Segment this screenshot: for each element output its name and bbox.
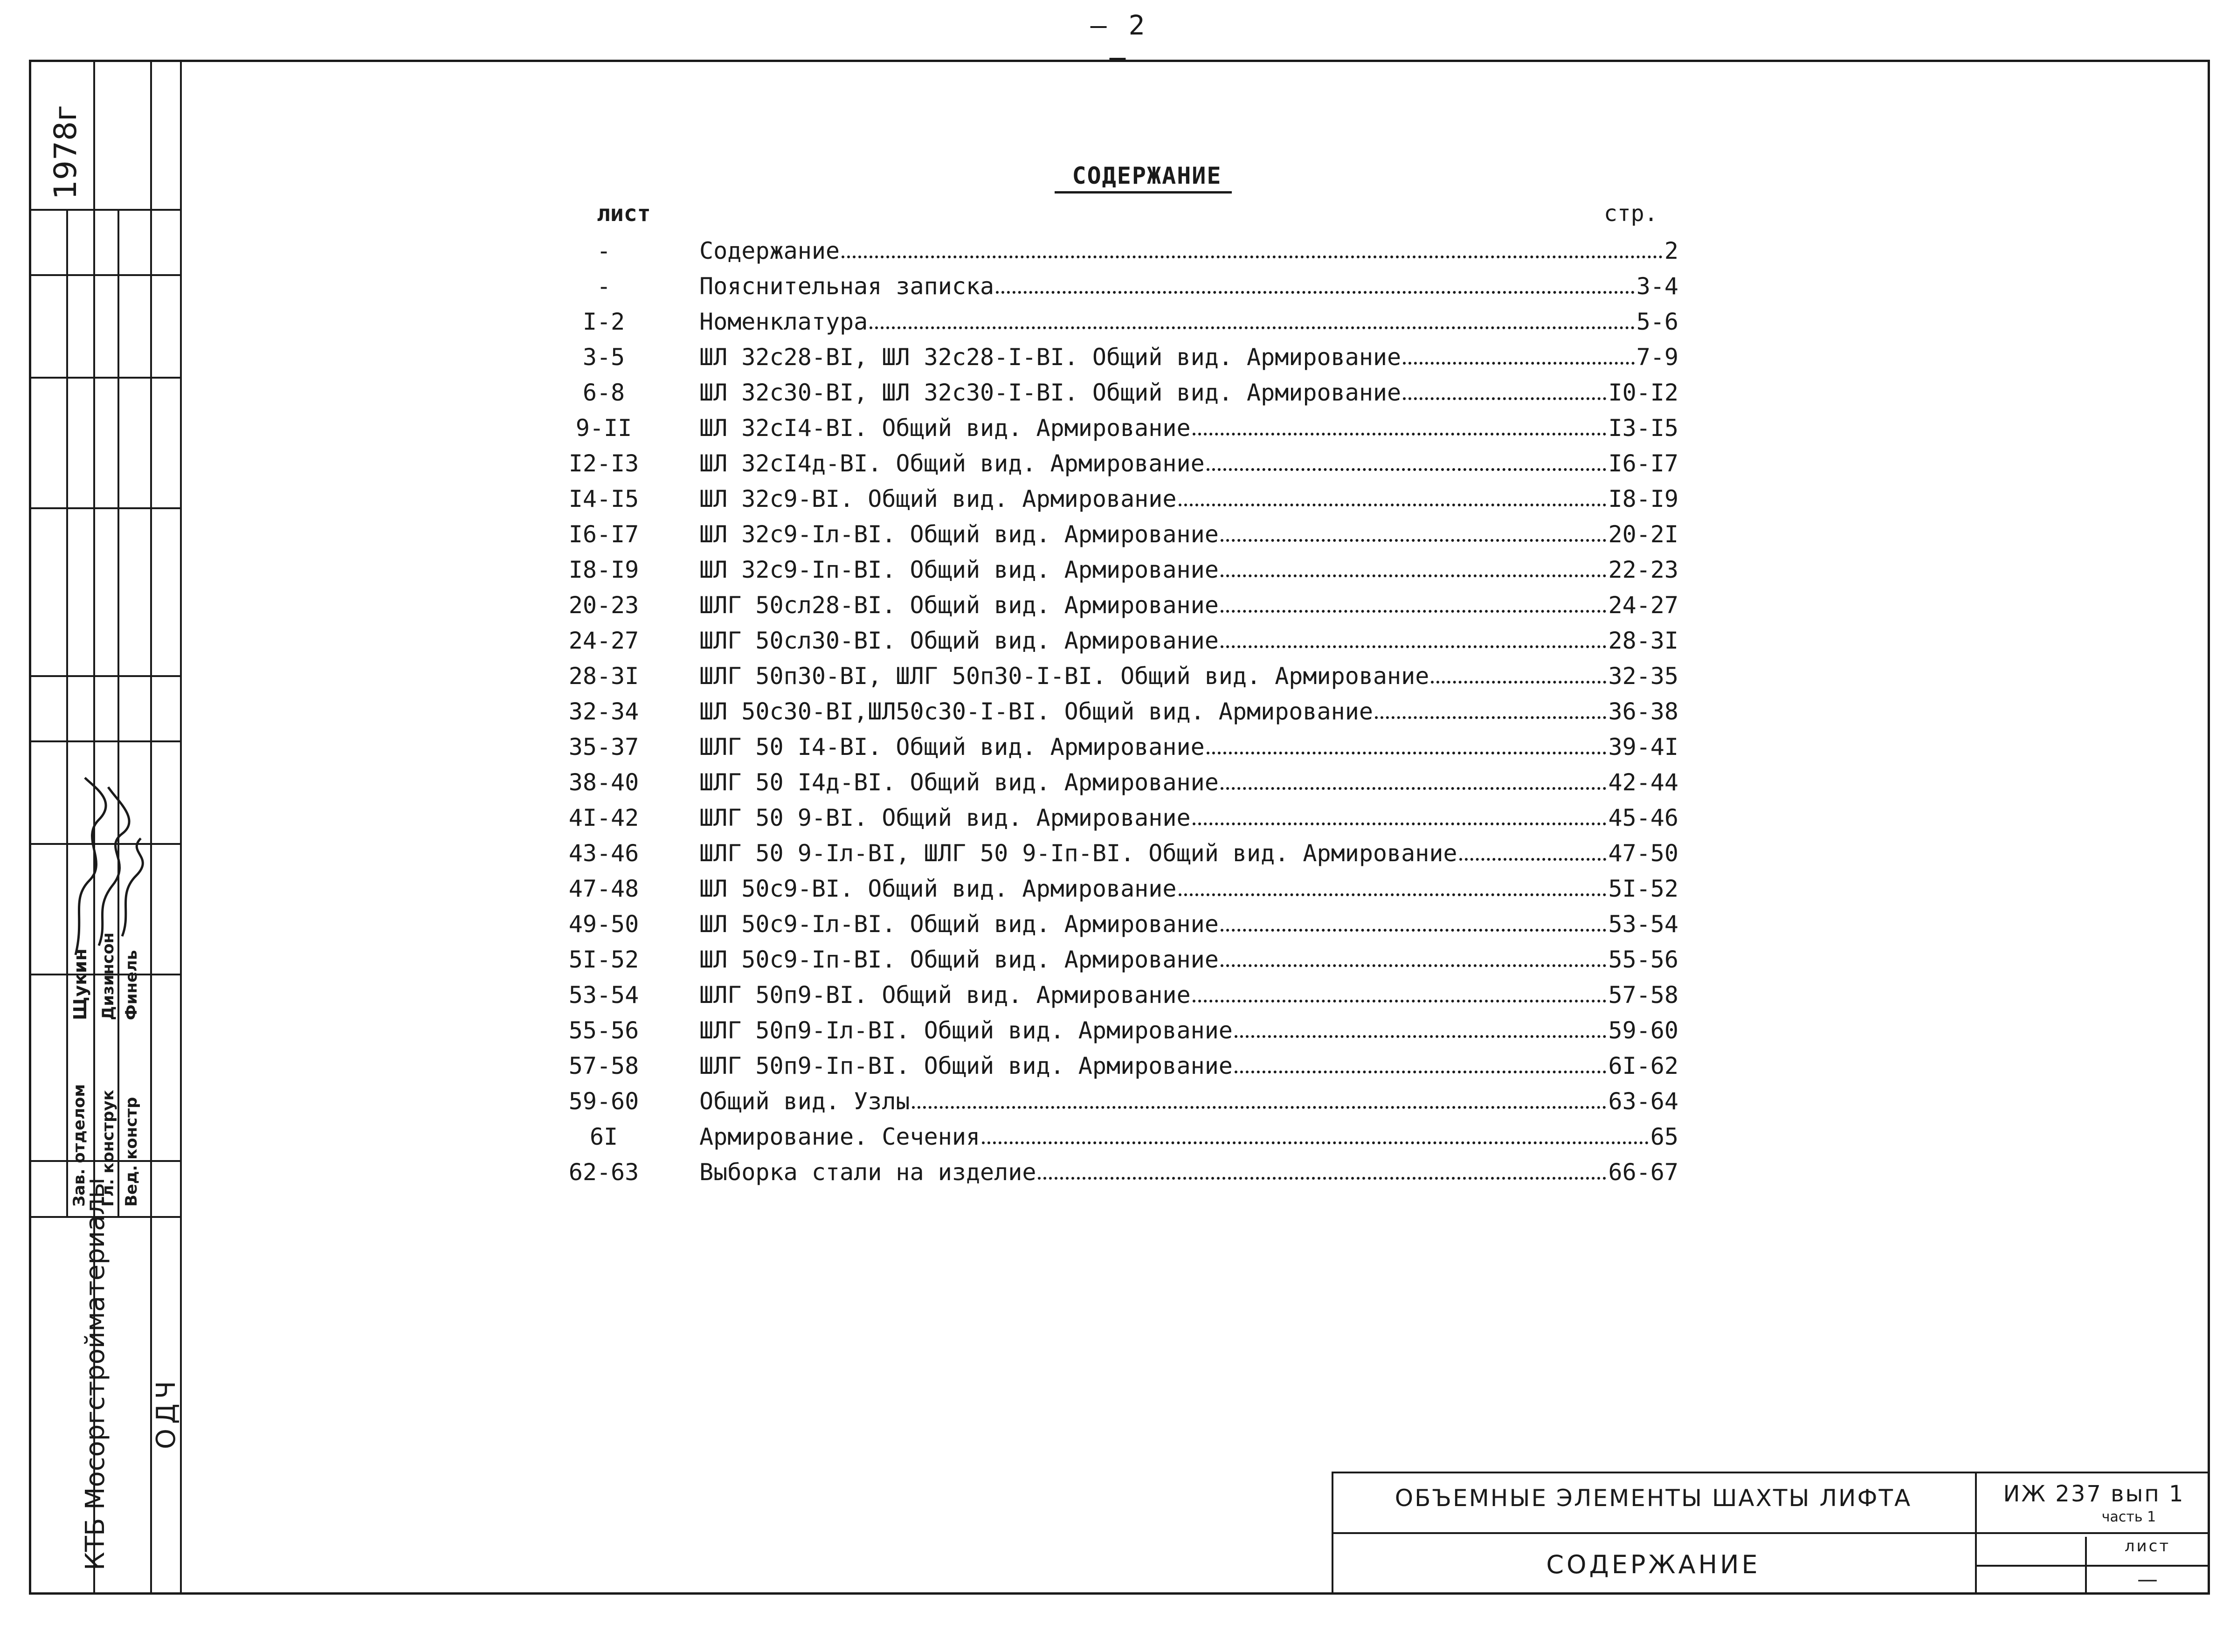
toc-row <box>550 836 1678 871</box>
toc-row-pages: 3-4 <box>1636 273 1678 300</box>
toc-row <box>550 942 1678 977</box>
toc-row-desc <box>699 623 1678 658</box>
toc-row <box>550 517 1678 552</box>
toc-row-pages: 28-3I <box>1608 627 1678 654</box>
title-block-part: часть 1 <box>2101 1509 2156 1525</box>
strip-row-line <box>29 209 182 211</box>
toc-row-leader <box>1221 964 1607 967</box>
toc-row-leader <box>1179 504 1607 506</box>
toc-row-pages: 63-64 <box>1608 1088 1678 1115</box>
toc-row-leader <box>1459 858 1607 861</box>
toc-row-leader <box>842 256 1663 258</box>
toc-row-desc <box>699 694 1678 729</box>
toc-col-sheet: лист <box>597 200 651 227</box>
toc-row-title: Армирование. Сечения <box>699 1123 980 1150</box>
toc-row-sheet: 24-27 <box>568 627 639 654</box>
toc-row <box>550 269 1678 304</box>
title-block <box>1332 1472 2210 1595</box>
strip-divider <box>150 60 152 1595</box>
toc-row <box>550 481 1678 517</box>
toc-row <box>550 1119 1678 1154</box>
toc-row-desc <box>699 1013 1678 1048</box>
stamp-name-head: Щукин <box>70 948 90 1020</box>
strip-divider <box>180 60 182 1595</box>
toc-row-title: ШЛ 32сI4д-ВI. Общий вид. Армирование <box>699 450 1205 477</box>
toc-row-sheet: 57-58 <box>568 1052 639 1079</box>
toc-row-title: ШЛ 32с28-ВI, ШЛ 32с28-I-ВI. Общий вид. Армирование <box>699 344 1402 371</box>
title-block-sheet-value: — <box>2137 1568 2158 1591</box>
toc-row <box>550 1084 1678 1119</box>
strip-divider <box>66 209 68 1216</box>
toc-row-title: ШЛ 50с9-ВI. Общий вид. Армирование <box>699 875 1177 902</box>
toc-row-sheet: I6-I7 <box>568 521 639 548</box>
toc-row-pages: 7-9 <box>1636 344 1678 371</box>
toc-row-title: ШЛГ 50 9-Iл-ВI, ШЛГ 50 9-Iп-ВI. Общий вид. Армирование <box>699 840 1457 867</box>
toc-row-desc <box>699 269 1678 304</box>
toc-row-desc <box>699 481 1678 517</box>
toc-row-pages: 20-2I <box>1608 521 1678 548</box>
toc-row-leader <box>1193 433 1607 435</box>
toc-row-desc <box>699 836 1678 871</box>
toc-row-title: Номенклатура <box>699 308 868 335</box>
toc-row-title: ШЛГ 50 9-ВI. Общий вид. Армирование <box>699 804 1191 831</box>
toc-row-sheet: 20-23 <box>568 592 639 619</box>
toc-row-leader <box>1221 539 1607 542</box>
strip-row-line <box>29 675 182 677</box>
toc-row-pages: 47-50 <box>1608 840 1678 867</box>
toc-row-sheet: 6-8 <box>582 379 625 406</box>
toc-row <box>550 871 1678 906</box>
toc-row-title: ШЛГ 50 I4-ВI. Общий вид. Армирование <box>699 733 1205 760</box>
toc-row-sheet: - <box>596 237 611 264</box>
toc-row-desc <box>699 446 1678 481</box>
toc-row-pages: 45-46 <box>1608 804 1678 831</box>
toc-row-sheet: 9-II <box>575 415 632 442</box>
toc-row-title: ШЛ 32с9-Iл-ВI. Общий вид. Армирование <box>699 521 1219 548</box>
toc-row-title: ШЛ 32сI4-ВI. Общий вид. Армирование <box>699 415 1191 442</box>
stamp-organization: КТБ Мосоргстройматериалы <box>80 1177 110 1570</box>
toc-row-leader <box>982 1141 1649 1144</box>
toc-row-desc <box>699 1048 1678 1084</box>
toc-row-sheet: 5I-52 <box>568 946 639 973</box>
toc-row-leader <box>1235 1071 1607 1073</box>
title-block-sheet-title: СОДЕРЖАНИЕ <box>1546 1550 1761 1579</box>
toc-row-leader <box>996 291 1635 294</box>
toc-row-sheet: 4I-42 <box>568 804 639 831</box>
toc-row-desc <box>699 906 1678 942</box>
toc-row-title: ШЛ 50с30-ВI,ШЛ50с30-I-ВI. Общий вид. Армирование <box>699 698 1373 725</box>
toc-row-pages: 32-35 <box>1608 663 1678 690</box>
toc-row <box>550 977 1678 1013</box>
toc-row-leader <box>1193 823 1607 825</box>
toc-row-sheet: 62-63 <box>568 1159 639 1186</box>
toc-row-desc <box>699 588 1678 623</box>
toc-row-sheet: 53-54 <box>568 982 639 1009</box>
toc-row-leader <box>1221 929 1607 932</box>
signature-icon <box>66 768 150 964</box>
toc-row-pages: 5-6 <box>1636 308 1678 335</box>
toc-row-sheet: 43-46 <box>568 840 639 867</box>
toc-row-title: ШЛ 32с9-Iп-ВI. Общий вид. Армирование <box>699 556 1219 583</box>
toc-row-title: Общий вид. Узлы <box>699 1088 910 1115</box>
toc-row-desc <box>699 800 1678 836</box>
toc-row-pages: 24-27 <box>1608 592 1678 619</box>
stamp-position-head: Зав. отделом <box>70 1084 89 1207</box>
strip-row-line <box>29 377 182 379</box>
toc-row <box>550 233 1678 269</box>
toc-row-leader <box>1207 752 1607 754</box>
toc-row-sheet: 59-60 <box>568 1088 639 1115</box>
toc-row-pages: 5I-52 <box>1608 875 1678 902</box>
toc-row-desc <box>699 410 1678 446</box>
toc-row-pages: I0-I2 <box>1608 379 1678 406</box>
title-block-project: ОБЪЕМНЫЕ ЭЛЕМЕНТЫ ШАХТЫ ЛИФТА <box>1395 1485 1912 1512</box>
toc-row-desc <box>699 304 1678 339</box>
toc-row-leader <box>1221 645 1607 648</box>
toc-row-sheet: 38-40 <box>568 769 639 796</box>
toc-row <box>550 658 1678 694</box>
toc-row-desc <box>699 977 1678 1013</box>
toc-row-title: ШЛГ 50п9-Iп-ВI. Общий вид. Армирование <box>699 1052 1233 1079</box>
toc-row-leader <box>1431 681 1606 684</box>
stamp-position-chief: Гл. конструк <box>99 1090 117 1207</box>
toc-row-pages: 57-58 <box>1608 982 1678 1009</box>
toc-row-pages: 39-4I <box>1608 733 1678 760</box>
toc-row-sheet: 47-48 <box>568 875 639 902</box>
toc-row-pages: I6-I7 <box>1608 450 1678 477</box>
toc-row <box>550 552 1678 588</box>
toc-row-desc <box>699 1119 1678 1154</box>
toc-row-leader <box>912 1106 1607 1109</box>
toc-row <box>550 694 1678 729</box>
toc-row-title: Содержание <box>699 237 840 264</box>
page-number: – 2 – <box>1090 9 1148 73</box>
toc-row-title: Пояснительная записка <box>699 273 994 300</box>
toc-row-sheet: 28-3I <box>568 663 639 690</box>
toc-row <box>550 339 1678 375</box>
stamp-position-lead: Вед. констр <box>122 1097 141 1207</box>
toc-row-pages: 53-54 <box>1608 911 1678 938</box>
toc-row-title: ШЛГ 50п9-ВI. Общий вид. Армирование <box>699 982 1191 1009</box>
toc-row-leader <box>1221 574 1607 577</box>
toc-row-desc <box>699 942 1678 977</box>
stamp-department: ОДЧ <box>151 1376 181 1449</box>
toc-row-pages: 6I-62 <box>1608 1052 1678 1079</box>
toc-row-title: ШЛГ 50п9-Iл-ВI. Общий вид. Армирование <box>699 1017 1233 1044</box>
stamp-name-lead: Финель <box>122 950 141 1020</box>
toc-row-desc <box>699 233 1678 269</box>
toc-row-title: ШЛГ 50сл30-ВI. Общий вид. Армирование <box>699 627 1219 654</box>
toc-row-leader <box>1038 1177 1606 1180</box>
toc-title: СОДЕРЖАНИЕ <box>1072 162 1222 189</box>
toc-row-leader <box>1179 893 1607 896</box>
toc-row <box>550 410 1678 446</box>
toc-row-pages: 42-44 <box>1608 769 1678 796</box>
toc-title-underline <box>1055 191 1232 194</box>
toc-row-pages: I3-I5 <box>1608 415 1678 442</box>
toc-row-pages: 59-60 <box>1608 1017 1678 1044</box>
toc-row-sheet: I2-I3 <box>568 450 639 477</box>
title-block-code: ИЖ 237 вып 1 <box>2003 1481 2185 1507</box>
toc-row-sheet: - <box>596 273 611 300</box>
toc-row <box>550 446 1678 481</box>
strip-row-line <box>29 740 182 742</box>
toc-row-desc <box>699 339 1678 375</box>
toc-row-sheet: I-2 <box>582 308 625 335</box>
toc-row-desc <box>699 871 1678 906</box>
toc-row-leader <box>1403 397 1606 400</box>
toc-row-pages: 36-38 <box>1608 698 1678 725</box>
toc-row-leader <box>1193 1000 1607 1002</box>
toc-row-desc <box>699 517 1678 552</box>
toc-row-pages: 65 <box>1650 1123 1678 1150</box>
toc-row-desc <box>699 552 1678 588</box>
toc-row-leader <box>1221 787 1607 790</box>
title-block-sheet-label: лист <box>2124 1537 2171 1555</box>
toc-row-desc <box>699 375 1678 410</box>
toc-col-page: стр. <box>1604 200 1658 227</box>
toc-row-sheet: 32-34 <box>568 698 639 725</box>
toc-row-pages: 55-56 <box>1608 946 1678 973</box>
toc-row-sheet: I4-I5 <box>568 485 639 512</box>
toc-row <box>550 375 1678 410</box>
toc-row-title: ШЛ 50с9-Iл-ВI. Общий вид. Армирование <box>699 911 1219 938</box>
toc-row-leader <box>1235 1035 1607 1038</box>
strip-divider <box>117 209 119 1216</box>
toc-row <box>550 765 1678 800</box>
toc-row-leader <box>1403 362 1635 365</box>
toc-row-title: ШЛ 50с9-Iп-ВI. Общий вид. Армирование <box>699 946 1219 973</box>
toc-row-title: ШЛГ 50 I4д-ВI. Общий вид. Армирование <box>699 769 1219 796</box>
toc-row-desc <box>699 765 1678 800</box>
toc-row <box>550 1048 1678 1084</box>
toc-row-desc <box>699 658 1678 694</box>
toc-row-leader <box>1221 610 1607 613</box>
toc-row-title: ШЛ 32с30-ВI, ШЛ 32с30-I-ВI. Общий вид. Армирование <box>699 379 1402 406</box>
toc-row-pages: I8-I9 <box>1608 485 1678 512</box>
strip-row-line <box>29 274 182 276</box>
toc-row <box>550 729 1678 765</box>
toc-row-sheet: I8-I9 <box>568 556 639 583</box>
toc-row <box>550 588 1678 623</box>
toc-list <box>550 233 1678 1190</box>
stamp-year: 1978г <box>48 105 83 200</box>
toc-row-pages: 2 <box>1664 237 1678 264</box>
toc-row-desc <box>699 1084 1678 1119</box>
toc-row-leader <box>870 326 1634 329</box>
toc-row-title: ШЛГ 50сл28-ВI. Общий вид. Армирование <box>699 592 1219 619</box>
toc-row <box>550 623 1678 658</box>
toc-row-desc <box>699 1154 1678 1190</box>
toc-row-sheet: 49-50 <box>568 911 639 938</box>
toc-row-sheet: 35-37 <box>568 733 639 760</box>
toc-row <box>550 304 1678 339</box>
toc-row-title: ШЛ 32с9-ВI. Общий вид. Армирование <box>699 485 1177 512</box>
stamp-name-chief: Дизинсон <box>99 932 117 1020</box>
toc-row-sheet: 55-56 <box>568 1017 639 1044</box>
toc-row <box>550 800 1678 836</box>
toc-row-sheet: 3-5 <box>582 344 625 371</box>
toc-row <box>550 1013 1678 1048</box>
toc-row <box>550 906 1678 942</box>
toc-row-title: Выборка стали на изделие <box>699 1159 1036 1186</box>
toc-row-desc <box>699 729 1678 765</box>
toc-row-pages: 22-23 <box>1608 556 1678 583</box>
toc-row <box>550 1154 1678 1190</box>
toc-row-leader <box>1375 716 1607 719</box>
stamp-strip <box>29 60 182 1595</box>
toc-row-pages: 66-67 <box>1608 1159 1678 1186</box>
toc-row-title: ШЛГ 50п30-ВI, ШЛГ 50п30-I-ВI. Общий вид. Армирование <box>699 663 1429 690</box>
strip-row-line <box>29 507 182 509</box>
toc-row-leader <box>1207 468 1607 471</box>
toc-row-sheet: 6I <box>589 1123 618 1150</box>
